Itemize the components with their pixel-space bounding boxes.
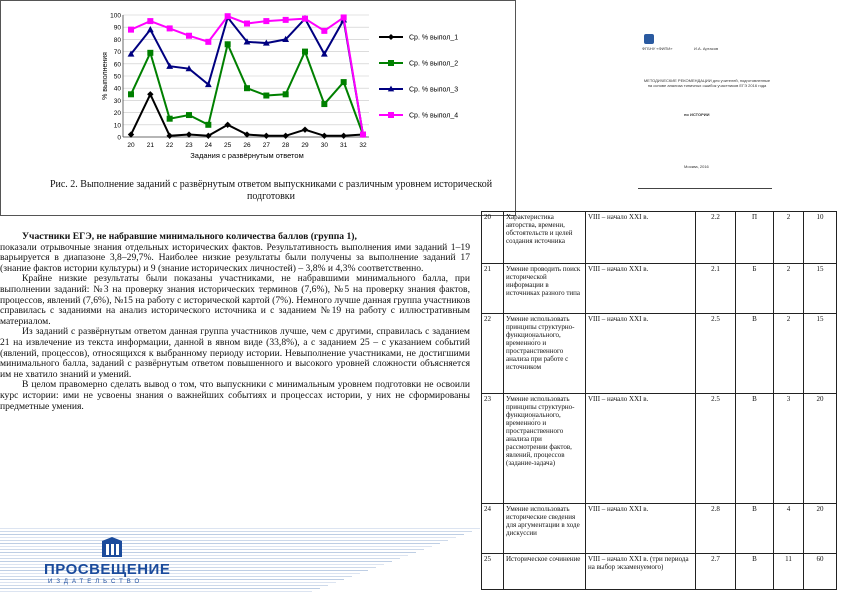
logo-name: ПРОСВЕЩЕНИЕ bbox=[44, 561, 171, 578]
data-point bbox=[263, 93, 269, 99]
cover-title: МЕТОДИЧЕСКИЕ РЕКОМЕНДАЦИИ для учителей, подготовленные на основе анализа типичных ошибок участников ЕГЭ 2016 года bbox=[643, 78, 771, 88]
data-point bbox=[340, 133, 346, 139]
data-point bbox=[302, 16, 308, 22]
cover-divider bbox=[638, 188, 772, 189]
y-tick-label: 100 bbox=[110, 12, 121, 20]
x-tick-label: 20 bbox=[127, 142, 135, 149]
data-point bbox=[147, 18, 153, 24]
y-tick-label: 50 bbox=[113, 73, 121, 81]
x-tick-label: 24 bbox=[204, 142, 212, 149]
y-tick-label: 60 bbox=[113, 61, 121, 69]
data-point bbox=[186, 33, 192, 39]
data-point bbox=[205, 122, 211, 128]
x-axis-label: Задания с развёрнутым ответом bbox=[190, 151, 304, 160]
data-point bbox=[128, 91, 134, 97]
data-point bbox=[282, 133, 288, 139]
cover-subject: по ИСТОРИИ bbox=[684, 112, 710, 117]
cover-author: И.А. Артасов bbox=[694, 46, 719, 51]
table-row: 22 Умение использовать принципы структурно-функционального, временно́го и пространственного анализа при работе с источником VIII – начало XXI в. 2.5 В 2 15 bbox=[482, 314, 837, 394]
stripe-line bbox=[0, 531, 472, 532]
table-row: 23 Умение использовать принципы структурно-функционального, временно́го и пространственного анализа при рассмотрении фактов, явлений, процессов (задание-задача) VIII – начало XXI в. 2.5 В 3 20 bbox=[482, 394, 837, 504]
data-point bbox=[321, 133, 327, 139]
data-point bbox=[321, 28, 327, 34]
data-point bbox=[147, 50, 153, 56]
data-point bbox=[341, 79, 347, 85]
document-cover-page bbox=[624, 0, 842, 210]
y-tick-label: 80 bbox=[113, 36, 121, 44]
data-point bbox=[341, 14, 347, 20]
data-point bbox=[166, 133, 172, 139]
legend-label: Ср. % выпол_2 bbox=[409, 60, 459, 68]
y-tick-label: 90 bbox=[113, 24, 121, 32]
x-tick-label: 23 bbox=[185, 142, 193, 149]
x-tick-label: 30 bbox=[320, 142, 328, 149]
text-paragraph-3: Из заданий с развёрнутым ответом данная группа участников лучше, чем с другими, справилась с заданием 21 на извлечение из текста информации, данной в явном виде (33,8%), а с заданием 25 – с указанием событий (явлений, процессов), относящихся к выбранному периоду истории. Невыполнение участниками, не достигшими минимального балла, заданий с развёрнутым ответом повышенного и высокого уровней сложности объясняется им не хватило знаний и умений. bbox=[0, 326, 470, 380]
prosveshchenie-logo-icon bbox=[100, 537, 124, 559]
data-point bbox=[283, 17, 289, 23]
stripe-line bbox=[0, 534, 464, 535]
x-tick-label: 29 bbox=[301, 142, 309, 149]
x-tick-label: 22 bbox=[166, 142, 174, 149]
x-tick-label: 21 bbox=[146, 142, 154, 149]
data-point bbox=[225, 13, 231, 19]
y-tick-label: 70 bbox=[113, 49, 121, 57]
data-point bbox=[302, 126, 308, 132]
data-point bbox=[186, 112, 192, 118]
y-tick-label: 0 bbox=[117, 134, 121, 142]
legend-marker bbox=[388, 60, 394, 66]
data-point bbox=[205, 39, 211, 45]
legend-marker bbox=[388, 112, 394, 118]
y-tick-label: 40 bbox=[113, 85, 121, 93]
x-tick-label: 31 bbox=[340, 142, 348, 149]
figure-caption: Рис. 2. Выполнение заданий с развёрнутым ответом выпускниками с различным уровнем исторической подготовки bbox=[49, 179, 493, 202]
series-line bbox=[131, 16, 363, 134]
cover-city: Москва, 2016 bbox=[684, 164, 709, 169]
text-paragraph-4: В целом правомерно сделать вывод о том, что выпускники с минимальным уровнем подготовки не освоили курс истории: ими не усвоены знания о важнейших событиях и процессах истории, у них не сформированы предметные умения. bbox=[0, 379, 470, 412]
fipi-logo-icon bbox=[644, 34, 654, 44]
table-row: 24 Умение использовать исторические сведения для аргументации в ходе дискуссии VIII – начало XXI в. 2.8 В 4 20 bbox=[482, 504, 837, 554]
data-point bbox=[167, 116, 173, 122]
data-point bbox=[360, 132, 366, 138]
text-paragraph-1: показали отрывочные знания отдельных исторических фактов. Результативность выполнения ими заданий 1–19 варьируется в диапазоне 3,8–29,7%. Наиболее низкие результаты были получены за выполнение заданий 17 (знание фактов истории культуры) и 9 (знание исторических личностей) – 3,8% и 4,3% соответственно. bbox=[0, 241, 470, 274]
data-point bbox=[263, 18, 269, 24]
table-row: 20 Характеристика авторства, времени, обстоятельств и целей создания источника VIII – начало XXI в. 2.2 П 2 10 bbox=[482, 212, 837, 264]
data-point bbox=[147, 91, 153, 97]
data-point bbox=[244, 21, 250, 27]
table-row: 21 Умение проводить поиск исторической информации в источниках разного типа VIII – начало XXI в. 2.1 Б 2 15 bbox=[482, 264, 837, 314]
data-point bbox=[244, 85, 250, 91]
data-point bbox=[263, 133, 269, 139]
x-tick-label: 26 bbox=[243, 142, 251, 149]
data-point bbox=[225, 41, 231, 47]
data-point bbox=[302, 49, 308, 55]
text-heading: Участники ЕГЭ, не набравшие минимального количества баллов (группа 1), bbox=[22, 231, 357, 242]
data-point bbox=[321, 101, 327, 107]
stripe-line bbox=[0, 528, 480, 529]
x-tick-label: 27 bbox=[262, 142, 270, 149]
y-axis-label: % выполнения bbox=[102, 52, 109, 100]
data-point bbox=[167, 25, 173, 31]
chart-panel bbox=[0, 0, 516, 216]
analysis-text bbox=[0, 232, 470, 412]
cover-org: ФГБНУ «ФИПИ» bbox=[642, 46, 673, 51]
y-tick-label: 20 bbox=[113, 110, 121, 118]
data-point bbox=[128, 27, 134, 33]
x-tick-label: 28 bbox=[282, 142, 290, 149]
text-paragraph-2: Крайне низкие результаты были показаны участниками, не набравшими минимального балла, при выполнении заданий: №3 на проверку знания исторических терминов (7,6%), №5 на проверку знания фактов, процессов, явлений (7,6%), №15 на работу с исторической картой (7%). Немного лучше данная группа участников справилась с заданиями на анализ исторического источника и с заданием №19 на работу с иллюстративным материалом. bbox=[0, 273, 470, 327]
task-table bbox=[481, 211, 836, 590]
legend-label: Ср. % выпол_4 bbox=[409, 112, 459, 120]
legend-marker bbox=[388, 34, 394, 40]
publisher-logo bbox=[44, 537, 194, 593]
logo-subtitle: ИЗДАТЕЛЬСТВО bbox=[48, 579, 144, 585]
legend-label: Ср. % выпол_1 bbox=[409, 34, 459, 42]
x-tick-label: 32 bbox=[359, 142, 367, 149]
y-tick-label: 30 bbox=[113, 97, 121, 105]
x-tick-label: 25 bbox=[224, 142, 232, 149]
y-tick-label: 10 bbox=[113, 122, 121, 130]
data-point bbox=[283, 91, 289, 97]
legend-label: Ср. % выпол_3 bbox=[409, 86, 459, 94]
table-row: 25 Историческое сочинение VIII – начало XXI в. (три периода на выбор экзаменуемого) 2.7 В 11 60 bbox=[482, 554, 837, 590]
